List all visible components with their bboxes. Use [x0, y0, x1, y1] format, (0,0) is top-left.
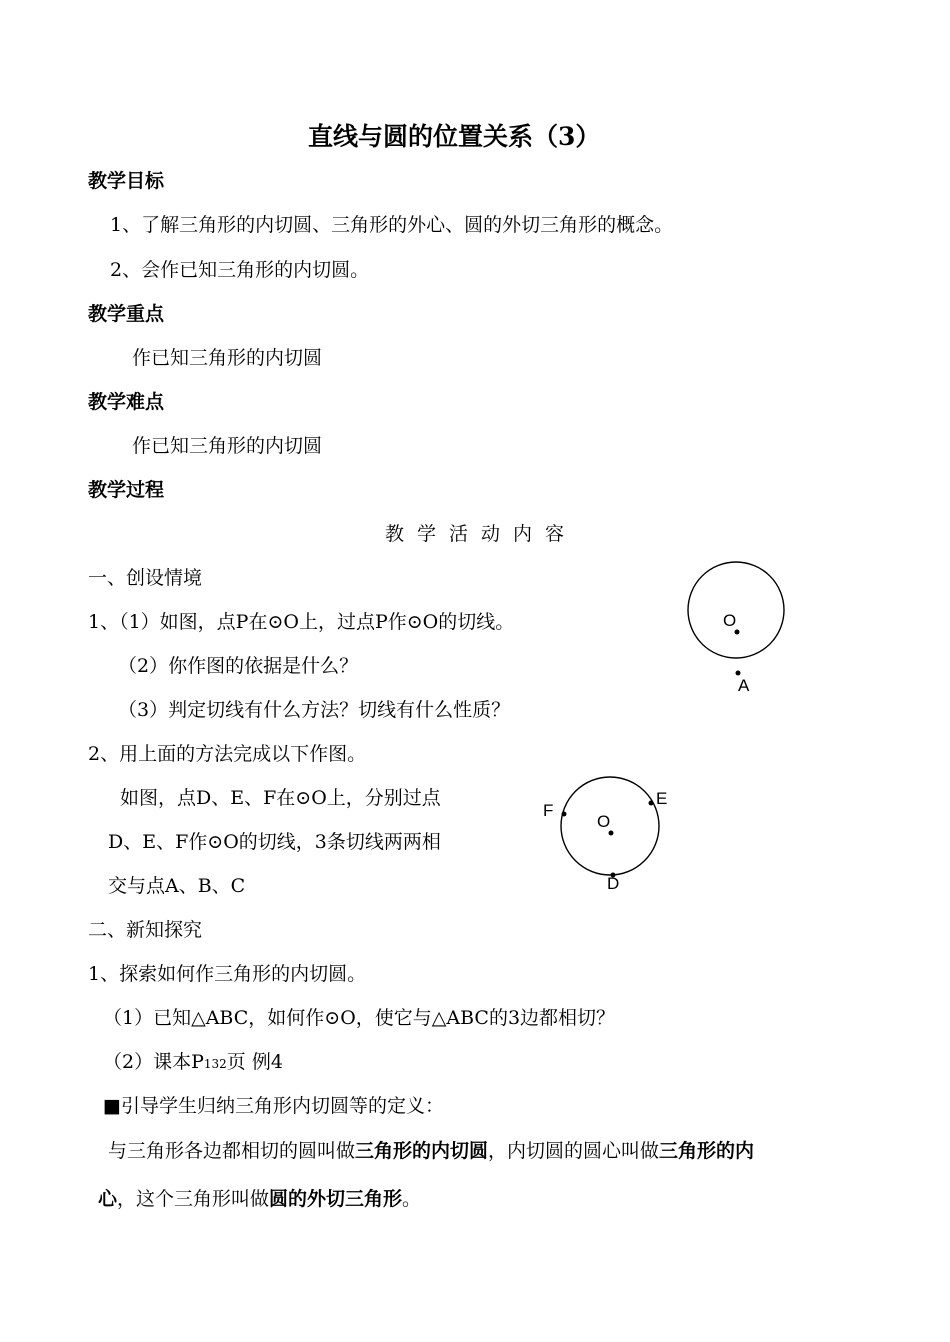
textbook-ref-suffix: 页 例4 [226, 1051, 283, 1073]
center-point-o [735, 630, 740, 635]
question-1-1: 1、（1）如图，点P在⊙O上，过点P作⊙O的切线。 [88, 611, 515, 633]
definition-text: 与三角形各边都相切的圆叫做 [108, 1140, 356, 1162]
activity-header: 教学活动内容 [385, 523, 578, 545]
goal-item-2: 2、会作已知三角形的内切圆。 [110, 259, 370, 281]
explore-question-1: 1、探索如何作三角形的内切圆。 [88, 963, 367, 985]
question-2-line-2: D、E、F作⊙O的切线，3条切线两两相 [108, 831, 441, 853]
difficulty-heading: 教学难点 [88, 391, 165, 413]
point-a [736, 671, 741, 676]
definition-text: 。 [402, 1188, 422, 1210]
center-point-o [609, 831, 614, 836]
center-label-o: O [723, 611, 737, 630]
term-incenter-end: 心 [98, 1188, 118, 1210]
figure-1-circle-diagram [680, 556, 800, 696]
definition-text: ，内切圆的圆心叫做 [488, 1140, 660, 1162]
term-circumscribed-triangle: 圆的外切三角形 [269, 1188, 403, 1210]
question-2: 2、用上面的方法完成以下作图。 [88, 743, 367, 765]
term-incenter: 三角形的内 [659, 1140, 755, 1162]
definition-text: ，这个三角形叫做 [117, 1188, 270, 1210]
question-1-2: （2）你作图的依据是什么？ [118, 655, 359, 677]
question-1-3: （3）判定切线有什么方法？切线有什么性质？ [118, 699, 511, 721]
center-label-o: O [597, 812, 611, 831]
term-incircle: 三角形的内切圆 [355, 1140, 489, 1162]
circle-o [688, 562, 784, 658]
textbook-page-number: 132 [203, 1057, 227, 1071]
point-label-f: F [543, 801, 554, 820]
textbook-ref-prefix: （2）课本P [103, 1051, 204, 1073]
explore-question-1-1: （1）已知△ABC，如何作⊙O，使它与△ABC的3边都相切？ [103, 1007, 616, 1029]
point-label-e: E [656, 789, 668, 808]
difficulty-text: 作已知三角形的内切圆 [132, 435, 323, 457]
goals-heading: 教学目标 [88, 170, 165, 192]
point-label-d: D [607, 874, 620, 893]
section2-heading: 二、新知探究 [88, 919, 203, 941]
point-f [562, 812, 567, 817]
definition-line-2 [98, 1187, 421, 1211]
question-2-line-1: 如图，点D、E、F在⊙O上，分别过点 [120, 787, 441, 809]
key-point-text: 作已知三角形的内切圆 [132, 347, 323, 369]
key-point-heading: 教学重点 [88, 303, 165, 325]
page-title: 直线与圆的位置关系（3） [308, 122, 601, 151]
process-heading: 教学过程 [88, 479, 165, 501]
point-label-a: A [738, 676, 750, 695]
section1-heading: 一、创设情境 [88, 567, 203, 589]
guide-instruction: ■引导学生归纳三角形内切圆等的定义： [103, 1095, 444, 1117]
question-2-line-3: 交与点A、B、C [108, 875, 246, 897]
goal-item-1: 1、了解三角形的内切圆、三角形的外心、圆的外切三角形的概念。 [110, 214, 674, 236]
definition-line-1 [108, 1139, 754, 1163]
explore-question-1-2 [103, 1050, 283, 1076]
point-e [649, 801, 654, 806]
figure-2-circle-diagram [538, 760, 678, 900]
